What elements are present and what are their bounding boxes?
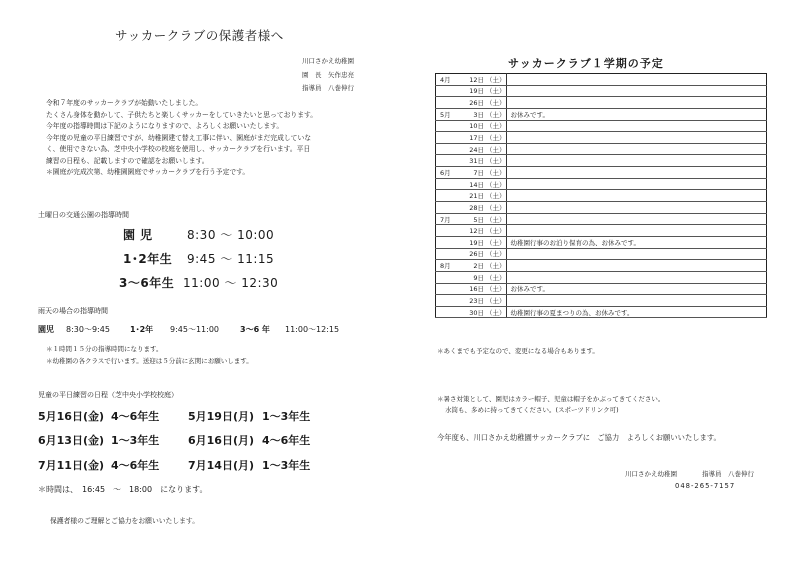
schedule-note-cell xyxy=(506,260,767,272)
saturday-time: 11:00 ～ 12:30 xyxy=(183,276,279,290)
saturday-time: 8:30 ～ 10:00 xyxy=(187,228,275,242)
weekday-date: 7月14日(月) xyxy=(188,459,255,472)
schedule-date-cell xyxy=(436,260,507,272)
schedule-date-cell xyxy=(436,283,507,295)
schedule-note-cell: お休みです。 xyxy=(506,283,767,295)
weekday-grade: 1～3年生 xyxy=(262,410,311,423)
schedule-row xyxy=(436,178,767,190)
schedule-day: 9日 xyxy=(473,273,484,282)
weekday-date: 5月19日(月) xyxy=(188,410,255,423)
rain-group: 3～6 年 xyxy=(240,325,270,334)
schedule-weekday: （土） xyxy=(486,215,506,224)
schedule-date-cell xyxy=(436,248,507,260)
schedule-row xyxy=(436,295,767,307)
schedule-date-cell xyxy=(436,167,507,179)
rain-time: 9:45～11:00 xyxy=(170,325,220,334)
schedule-day: 19日 xyxy=(469,238,484,247)
contact-phone: 048-265-7157 xyxy=(675,482,736,490)
schedule-day: 24日 xyxy=(469,145,484,154)
schedule-date-cell xyxy=(436,178,507,190)
saturday-time: 9:45 ～ 11:15 xyxy=(187,252,275,266)
schedule-day: 14日 xyxy=(469,180,484,189)
weekday-date: 5月16日(金) xyxy=(38,410,105,423)
schedule-day: 28日 xyxy=(469,203,484,212)
schedule-weekday: （土） xyxy=(486,168,506,177)
schedule-weekday: （土） xyxy=(486,99,506,108)
schedule-weekday: （土） xyxy=(486,285,506,294)
intro-line: 令和７年度のサッカークラブが始動いたしました。 xyxy=(46,99,203,107)
intro-line: く、使用できない為、芝中央小学校の校庭を使用し、サッカークラブを行います。平日 xyxy=(46,145,311,153)
schedule-note-cell: 幼稚園行事の夏まつりの為、お休みです。 xyxy=(506,306,767,318)
sender-line: 園 長 矢作忠亮 xyxy=(302,70,354,79)
schedule-day: 19日 xyxy=(469,87,484,96)
schedule-row xyxy=(436,132,767,144)
weekday-grade: 1～3年生 xyxy=(111,434,160,447)
schedule-row xyxy=(436,108,767,120)
schedule-date-cell xyxy=(436,120,507,132)
rain-note: ＊１時間１５分の指導時間になります。 xyxy=(46,345,163,353)
schedule-date-cell xyxy=(436,108,507,120)
rain-note: ＊幼稚園の各クラスで行います。送迎は５分前に玄関にお願いします。 xyxy=(46,356,253,365)
schedule-date-cell xyxy=(436,271,507,283)
schedule-weekday: （土） xyxy=(486,296,506,305)
schedule-date-cell xyxy=(436,236,507,248)
schedule-month: 7月 xyxy=(440,215,451,224)
weekday-date: 6月13日(金) xyxy=(38,434,105,447)
schedule-table xyxy=(435,73,767,318)
schedule-weekday: （土） xyxy=(486,203,506,212)
schedule-note-cell xyxy=(506,143,767,155)
schedule-weekday: （土） xyxy=(486,192,506,201)
schedule-day: 16日 xyxy=(469,285,484,294)
schedule-note-cell xyxy=(506,271,767,283)
sender-block xyxy=(302,55,354,96)
schedule-weekday: （土） xyxy=(486,134,506,143)
sender-line: 川口さかえ幼稚園 xyxy=(302,57,354,65)
schedule-date-cell xyxy=(436,295,507,307)
schedule-day: 21日 xyxy=(469,192,484,201)
saturday-group: 1･2年生 xyxy=(123,252,173,266)
saturday-group: 3～6年生 xyxy=(119,276,175,290)
schedule-weekday: （土） xyxy=(486,157,506,166)
schedule-row xyxy=(436,120,767,132)
schedule-row xyxy=(436,271,767,283)
schedule-note-cell xyxy=(506,97,767,109)
schedule-date-cell xyxy=(436,213,507,225)
schedule-note-cell xyxy=(506,225,767,237)
schedule-day: 23日 xyxy=(469,296,484,305)
intro-line: たくさん身体を動かして、子供たちと楽しくサッカーをしていきたいと思っております。 xyxy=(46,110,318,119)
schedule-date-cell xyxy=(436,85,507,97)
schedule-note-cell xyxy=(506,248,767,260)
schedule-weekday: （土） xyxy=(486,238,506,247)
rain-time: 11:00～12:15 xyxy=(285,325,340,334)
intro-line: 練習の日程も、記載しますので確認をお願いします。 xyxy=(46,156,209,165)
rain-notes xyxy=(46,344,253,367)
schedule-date-cell xyxy=(436,155,507,167)
weekday-grade: 4～6年生 xyxy=(111,410,160,423)
schedule-day: 26日 xyxy=(469,250,484,259)
schedule-weekday: （土） xyxy=(486,250,506,259)
page-title: サッカークラブの保護者様へ xyxy=(115,28,284,43)
schedule-weekday: （土） xyxy=(486,180,506,189)
schedule-weekday: （土） xyxy=(486,262,506,271)
schedule-row xyxy=(436,97,767,109)
practice-time-line: ＊時間は、 16:45 ～ 18:00 になります。 xyxy=(38,485,208,494)
schedule-day: 3日 xyxy=(473,110,484,119)
intro-line: 今年度の児童の平日練習ですが、幼稚園建て替え工事に伴い、園庭がまだ完成していな xyxy=(46,133,312,142)
schedule-date-cell xyxy=(436,190,507,202)
rain-group: 1･2年 xyxy=(130,325,154,334)
schedule-note-cell xyxy=(506,213,767,225)
schedule-row xyxy=(436,225,767,237)
schedule-weekday: （土） xyxy=(486,110,506,119)
intro-line: 今年度の指導時間は下記のようになりますので、よろしくお願いいたします。 xyxy=(46,122,284,130)
schedule-note-cell: お休みです。 xyxy=(506,108,767,120)
schedule-note-cell: 幼稚園行事のお泊り保育の為、お休みです。 xyxy=(506,236,767,248)
contact-person: 指導員 八巻伸行 xyxy=(702,470,754,478)
closing-message-left: 保護者様のご理解とご協力をお願いいたします。 xyxy=(50,517,199,525)
weekday-date: 7月11日(金) xyxy=(38,459,105,472)
saturday-group: 園 児 xyxy=(123,228,153,242)
schedule-row xyxy=(436,213,767,225)
schedule-row xyxy=(436,167,767,179)
schedule-row xyxy=(436,143,767,155)
schedule-row xyxy=(436,306,767,318)
schedule-weekday: （土） xyxy=(486,145,506,154)
heat-notes xyxy=(437,394,664,416)
schedule-row xyxy=(436,85,767,97)
rain-heading: 雨天の場合の指導時間 xyxy=(38,307,108,315)
intro-paragraph xyxy=(46,98,386,179)
schedule-note-cell xyxy=(506,155,767,167)
schedule-weekday: （土） xyxy=(486,75,506,84)
schedule-day: 17日 xyxy=(469,134,484,143)
schedule-date-cell xyxy=(436,202,507,214)
heat-note: 水筒も、多めに持ってきてください。(スポーツドリンク可) xyxy=(445,406,619,414)
schedule-weekday: （土） xyxy=(486,87,506,96)
schedule-month: 8月 xyxy=(440,262,451,271)
schedule-row xyxy=(436,202,767,214)
schedule-date-cell xyxy=(436,97,507,109)
schedule-row xyxy=(436,236,767,248)
schedule-row xyxy=(436,74,767,86)
rain-time: 8:30～9:45 xyxy=(66,325,110,334)
schedule-day: 12日 xyxy=(469,227,484,236)
schedule-day: 5日 xyxy=(473,215,484,224)
weekday-date: 6月16日(月) xyxy=(188,434,255,447)
weekday-grade: 1～3年生 xyxy=(262,459,311,472)
schedule-weekday: （土） xyxy=(486,308,506,317)
schedule-note: ＊あくまでも予定なので、変更になる場合もあります。 xyxy=(437,347,599,355)
schedule-date-cell xyxy=(436,143,507,155)
schedule-row xyxy=(436,155,767,167)
schedule-month: 5月 xyxy=(440,110,451,119)
schedule-row xyxy=(436,260,767,272)
contact-org: 川口さかえ幼稚園 xyxy=(625,470,677,478)
schedule-note-cell xyxy=(506,190,767,202)
schedule-day: 10日 xyxy=(469,122,484,131)
schedule-note-cell xyxy=(506,202,767,214)
schedule-note-cell xyxy=(506,74,767,86)
schedule-row xyxy=(436,190,767,202)
schedule-day: 2日 xyxy=(473,262,484,271)
weekday-grade: 4～6年生 xyxy=(262,434,311,447)
schedule-note-cell xyxy=(506,132,767,144)
schedule-day: 26日 xyxy=(469,99,484,108)
schedule-date-cell xyxy=(436,306,507,318)
schedule-date-cell xyxy=(436,225,507,237)
intro-line: ＊園庭が完成次第、幼稚園園庭でサッカークラブを行う予定です。 xyxy=(46,168,250,176)
weekday-grade: 4～6年生 xyxy=(111,459,160,472)
schedule-note-cell xyxy=(506,85,767,97)
schedule-title: サッカークラブ１学期の予定 xyxy=(508,57,664,70)
schedule-day: 12日 xyxy=(469,75,484,84)
schedule-day: 30日 xyxy=(469,308,484,317)
schedule-day: 31日 xyxy=(469,157,484,166)
schedule-month: 6月 xyxy=(440,168,451,177)
schedule-row xyxy=(436,283,767,295)
schedule-date-cell xyxy=(436,74,507,86)
closing-message-right: 今年度も、川口さかえ幼稚園サッカークラブに ご協力 よろしくお願いいたします。 xyxy=(437,433,721,442)
schedule-weekday: （土） xyxy=(486,273,506,282)
schedule-row xyxy=(436,248,767,260)
schedule-date-cell xyxy=(436,132,507,144)
schedule-weekday: （土） xyxy=(486,122,506,131)
saturday-heading: 土曜日の交通公園の指導時間 xyxy=(38,211,129,219)
heat-note: ＊暑さ対策として、園児はカラー帽子、児童は帽子をかぶってきてください。 xyxy=(437,395,665,403)
sender-line: 指導員 八巻伸行 xyxy=(302,84,354,92)
schedule-note-cell xyxy=(506,120,767,132)
weekday-heading: 児童の平日練習の日程（芝中央小学校校庭） xyxy=(38,391,178,399)
schedule-weekday: （土） xyxy=(486,227,506,236)
schedule-note-cell xyxy=(506,178,767,190)
schedule-month: 4月 xyxy=(440,75,451,84)
schedule-note-cell xyxy=(506,167,767,179)
schedule-day: 7日 xyxy=(473,168,484,177)
rain-group: 園児 xyxy=(38,325,54,334)
schedule-note-cell xyxy=(506,295,767,307)
